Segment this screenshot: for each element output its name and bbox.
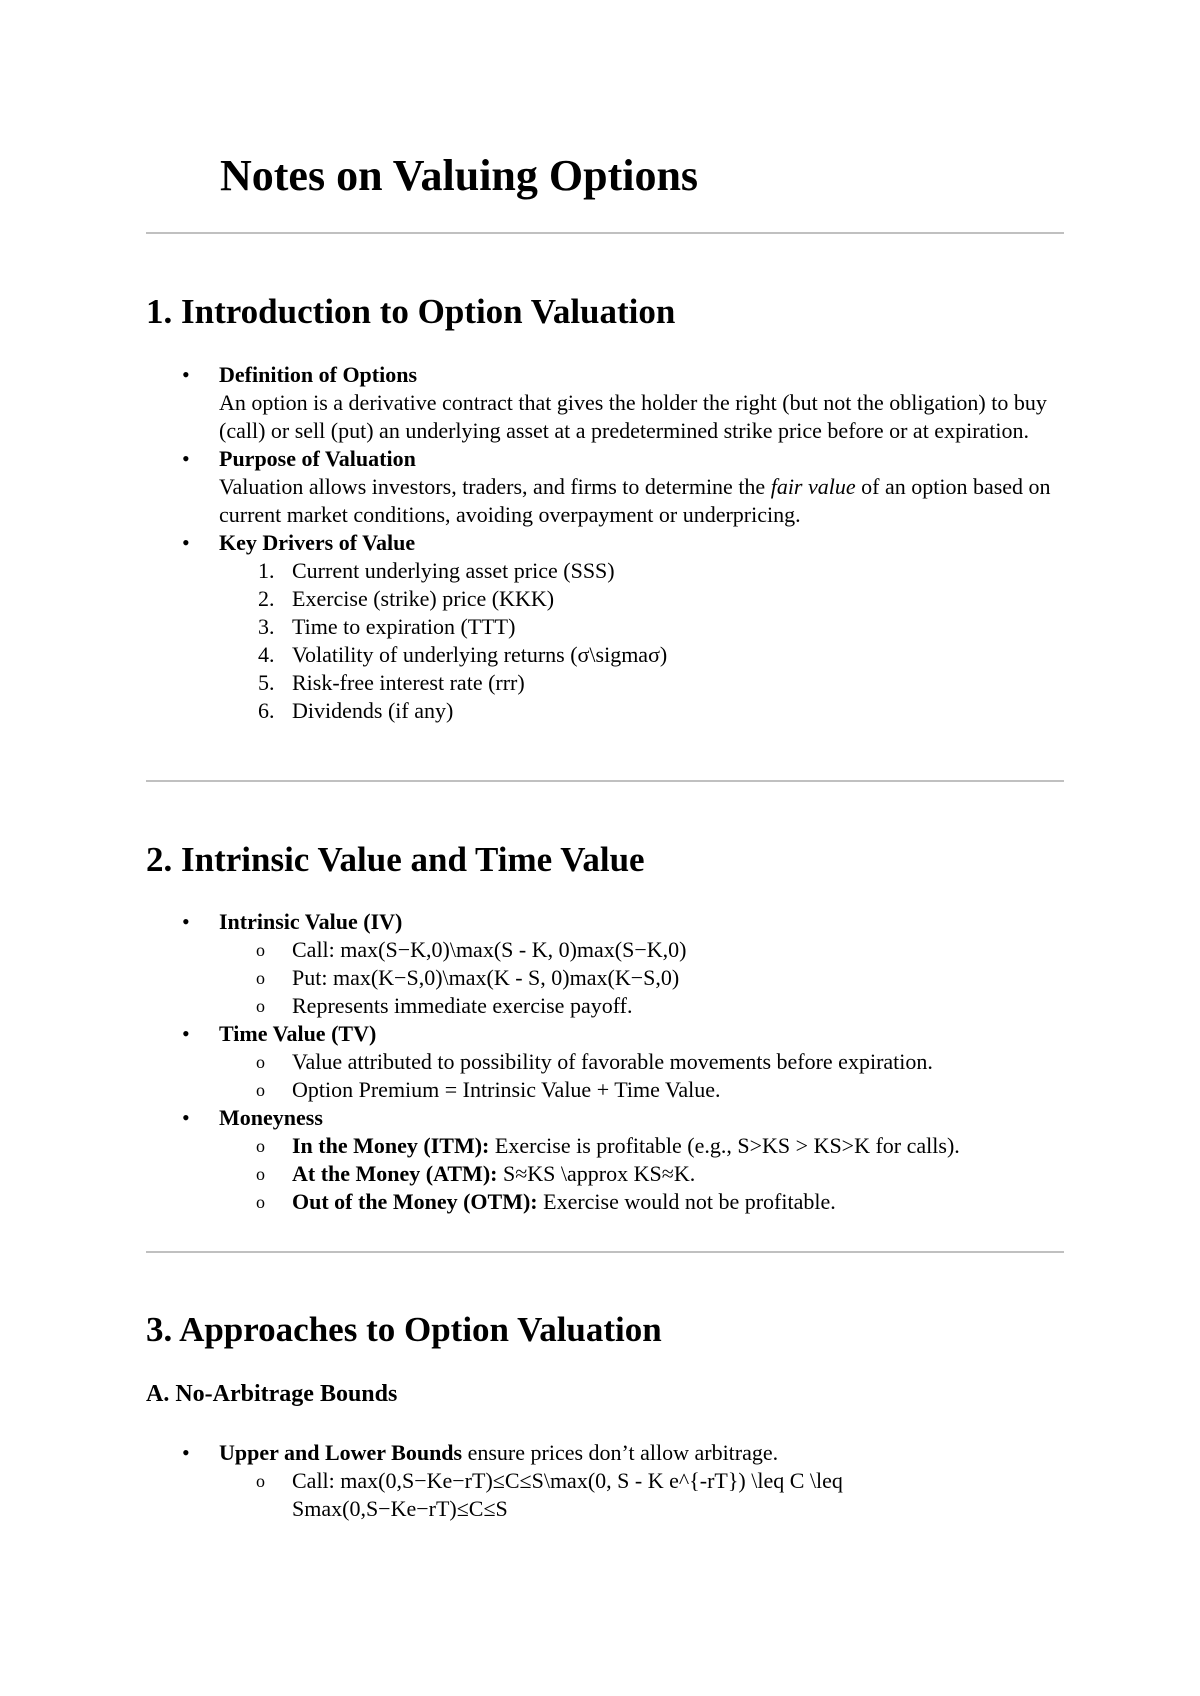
item-label: Definition of Options	[219, 362, 418, 387]
sub-item: o Value attributed to possibility of favorable movements before expiration.	[256, 1049, 933, 1074]
item-label: Time Value (TV)	[219, 1021, 377, 1046]
circle-bullet-icon: o	[256, 1192, 265, 1212]
divider	[146, 232, 1064, 234]
list-item	[146, 908, 1076, 936]
numbered-item: 6. Dividends (if any)	[258, 698, 454, 723]
item-label: Moneyness	[219, 1105, 323, 1130]
sub-item: o Option Premium = Intrinsic Value + Time Value.	[256, 1077, 721, 1102]
sub-item: o Put: max(K−S,0)\max(K - S, 0)max(K−S,0)	[256, 965, 680, 990]
numbered-item: 3. Time to expiration (TTT)	[258, 614, 516, 639]
bullet-icon: •	[182, 362, 190, 387]
item-text: An option is a derivative contract that gives the holder the right (but not the obligation) to buy (call) or sell (put) an underlying asset at a predetermined strike price before or at expiration.	[219, 390, 1047, 443]
section-heading-approaches: 3. Approaches to Option Valuation	[146, 1310, 662, 1349]
bullet-icon: •	[182, 1105, 190, 1130]
circle-bullet-icon: o	[256, 996, 265, 1016]
list-item	[146, 1020, 1076, 1048]
section-heading-intrinsic: 2. Intrinsic Value and Time Value	[146, 840, 645, 879]
item-label: Upper and Lower Bounds	[219, 1440, 463, 1465]
subsection-heading: A. No-Arbitrage Bounds	[146, 1381, 398, 1407]
circle-bullet-icon: o	[256, 1164, 265, 1184]
numbered-item: 2. Exercise (strike) price (KKK)	[258, 586, 555, 611]
item-label: Purpose of Valuation	[219, 446, 416, 471]
bullet-icon: •	[182, 446, 190, 471]
numbered-item: 4. Volatility of underlying returns (σ\sigmaσ)	[258, 642, 668, 667]
bullet-icon: •	[182, 1440, 190, 1465]
list-item	[146, 529, 1076, 557]
list-item	[146, 445, 1076, 529]
intro-list	[146, 361, 1076, 725]
item-label: Key Drivers of Value	[219, 530, 416, 555]
sub-item: o Represents immediate exercise payoff.	[256, 993, 633, 1018]
bullet-icon: •	[182, 1021, 190, 1046]
circle-bullet-icon: o	[256, 968, 265, 988]
numbered-item: 1. Current underlying asset price (SSS)	[258, 558, 615, 583]
intrinsic-list	[146, 908, 1076, 1216]
circle-bullet-icon: o	[256, 1136, 265, 1156]
circle-bullet-icon: o	[256, 1471, 265, 1491]
circle-bullet-icon: o	[256, 1052, 265, 1072]
emphasis: fair value	[770, 474, 856, 499]
list-item	[146, 361, 1076, 445]
divider	[146, 780, 1064, 782]
item-text: Valuation allows investors, traders, and firms to determine the fair value of an option based on current market conditions, avoiding overpayment or underpricing.	[219, 474, 1051, 527]
list-item	[146, 1104, 1076, 1132]
approaches-list	[146, 1439, 1076, 1523]
divider	[146, 1251, 1064, 1253]
bullet-icon: •	[182, 530, 190, 555]
circle-bullet-icon: o	[256, 940, 265, 960]
bullet-icon: •	[182, 909, 190, 934]
section-heading-intro: 1. Introduction to Option Valuation	[146, 292, 676, 331]
sub-item: o Call: max(S−K,0)\max(S - K, 0)max(S−K,0)	[256, 937, 687, 962]
list-item	[146, 1439, 1076, 1467]
circle-bullet-icon: o	[256, 1080, 265, 1100]
sub-item: o Call: max(0,S−Ke−rT)≤C≤S\max(0, S - K e^{-rT}) \leq C \leq Smax(0,S−Ke−rT)≤C≤S	[256, 1468, 843, 1521]
sub-item: o At the Money (ATM): S≈KS \approx KS≈K.	[256, 1161, 696, 1186]
page-title: Notes on Valuing Options	[220, 151, 699, 200]
item-label: Intrinsic Value (IV)	[219, 909, 403, 934]
sub-item: o In the Money (ITM): Exercise is profitable (e.g., S>KS > KS>K for calls).	[256, 1133, 960, 1158]
item-text: ensure prices don’t allow arbitrage.	[462, 1440, 779, 1465]
sub-item: o Out of the Money (OTM): Exercise would not be profitable.	[256, 1189, 836, 1214]
numbered-item: 5. Risk-free interest rate (rrr)	[258, 670, 525, 695]
